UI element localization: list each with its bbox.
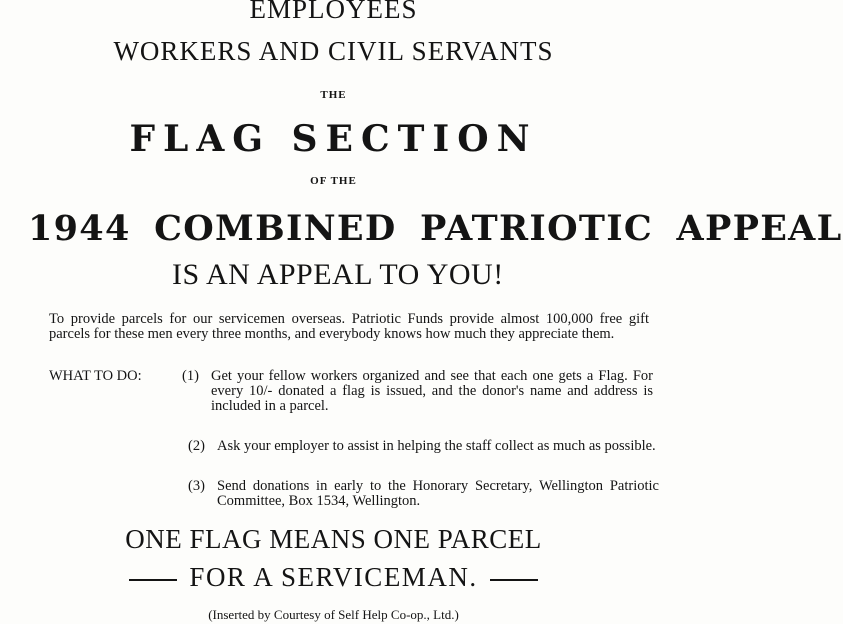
step-number: (1) xyxy=(182,368,199,384)
headline-appeal-to-you: IS AN APPEAL TO YOU! xyxy=(172,258,504,291)
slogan-text: FOR A SERVICEMAN. xyxy=(189,562,478,592)
headline-employees: EMPLOYEES xyxy=(249,0,418,24)
step-text: Get your fellow workers organized and see that each one gets a Flag. For every 10/- donated a flag is issued, and the donor's name and address is included in a parcel. xyxy=(211,368,653,414)
slogan-for-serviceman xyxy=(0,562,667,593)
step-text: Ask your employer to assist in helping the staff collect as much as possible. xyxy=(217,438,656,454)
headline-flag-section: FLAG SECTION xyxy=(129,118,538,160)
slogan-one-flag: ONE FLAG MEANS ONE PARCEL xyxy=(125,524,542,554)
headline-workers: WORKERS AND CIVIL SERVANTS xyxy=(113,36,554,66)
step-text: Send donations in early to the Honorary Secretary, Wellington Patriotic Committee, Box 1534, Wellington. xyxy=(217,478,659,509)
intro-paragraph: To provide parcels for our servicemen overseas. Patriotic Funds provide almost 100,000 free gift parcels for these men every three months, and everybody knows how much they appreciate them. xyxy=(49,311,649,342)
label-of-the: OF THE xyxy=(310,175,357,187)
step-number: (2) xyxy=(188,438,205,454)
step-number: (3) xyxy=(188,478,205,494)
what-to-do-label: WHAT TO DO: xyxy=(49,368,142,384)
label-the: THE xyxy=(320,89,347,101)
right-rule xyxy=(490,579,538,581)
headline-combined-appeal: 1944 COMBINED PATRIOTIC APPEAL xyxy=(28,208,843,249)
left-rule xyxy=(129,579,177,581)
courtesy-credit: (Inserted by Courtesy of Self Help Co-op., Ltd.) xyxy=(208,607,459,622)
